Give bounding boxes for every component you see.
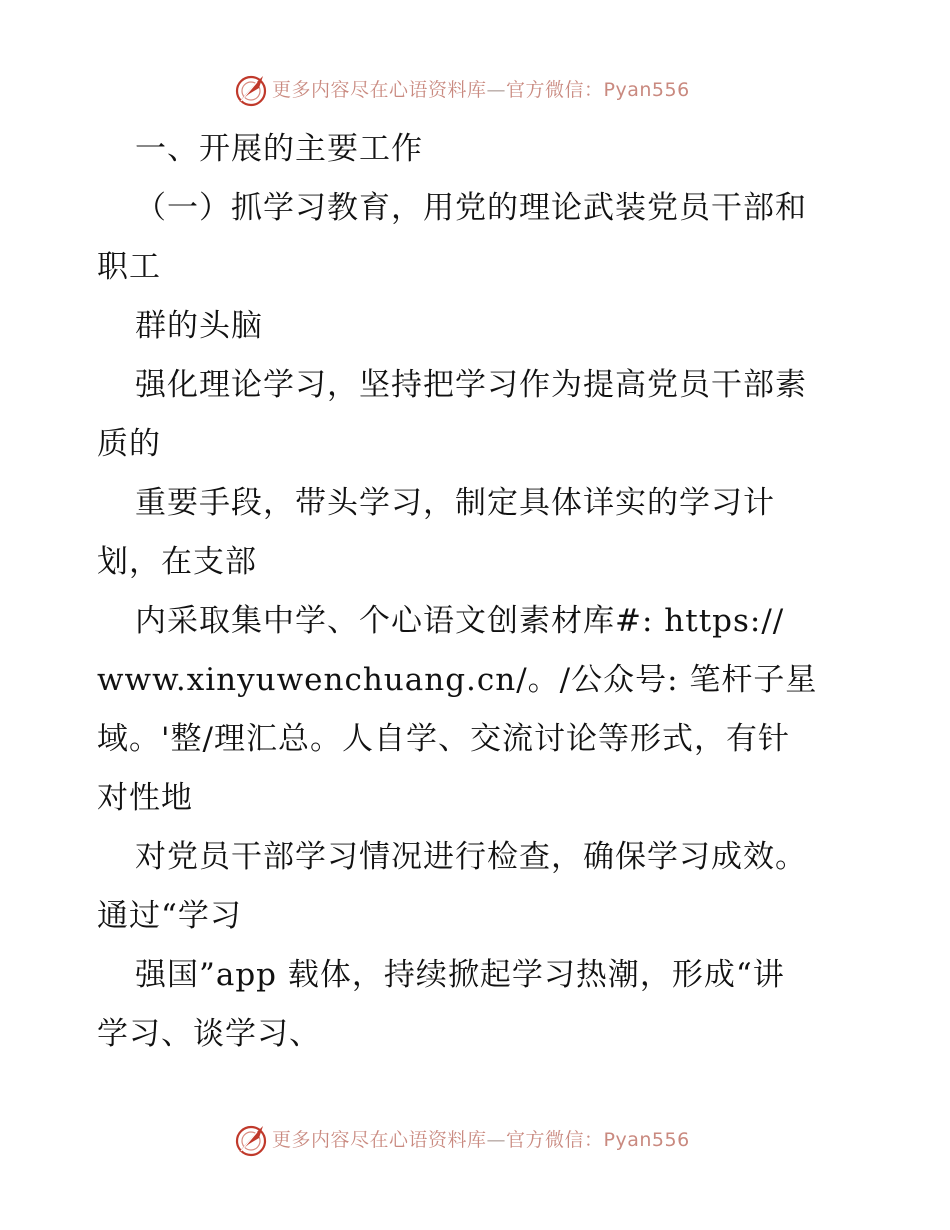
header-banner — [0, 70, 950, 110]
text-line: 通过“学习 — [97, 898, 242, 934]
banner-main-text: 更多内容尽在心语资料库 — [272, 79, 487, 101]
text-line: 对性地 — [97, 780, 193, 816]
text-line: 划，在支部 — [97, 544, 257, 580]
text-line: www.xinyuwenchuang.cn/。/公众号: 笔杆子星 — [97, 662, 818, 698]
text-line: 强国”app 载体，持续掀起学习热潮，形成“讲 — [135, 957, 785, 993]
footer-banner — [0, 1120, 950, 1160]
banner-wechat-label: 官方微信： — [506, 1129, 604, 1151]
feather-pen-logo-icon — [233, 72, 269, 108]
text-line: 域。'整/理汇总。人自学、交流讨论等形式，有针 — [97, 721, 790, 757]
text-line: 职工 — [97, 249, 161, 285]
text-line: 强化理论学习，坚持把学习作为提高党员干部素 — [135, 367, 807, 403]
banner-main-text: 更多内容尽在心语资料库 — [272, 1129, 487, 1151]
document-body — [97, 120, 857, 1064]
text-line: 群的头脑 — [135, 308, 263, 344]
text-line: 质的 — [97, 426, 161, 462]
text-line: 学习、谈学习、 — [97, 1016, 321, 1052]
feather-pen-logo-icon — [233, 1122, 269, 1158]
section-heading: 一、开展的主要工作 — [135, 131, 423, 167]
text-line: 重要手段，带头学习，制定具体详实的学习计 — [135, 485, 775, 521]
banner-separator: — — [486, 79, 507, 101]
banner-wechat-id: Pyan556 — [603, 1129, 690, 1151]
banner-separator: — — [486, 1129, 507, 1151]
subsection-heading: （一）抓学习教育，用党的理论武装党员干部和 — [135, 190, 807, 226]
banner-wechat-label: 官方微信： — [506, 79, 604, 101]
text-line: 内采取集中学、个心语文创素材库#: https:// — [135, 603, 785, 639]
banner-wechat-id: Pyan556 — [603, 79, 690, 101]
text-line: 对党员干部学习情况进行检查，确保学习成效。 — [135, 839, 807, 875]
